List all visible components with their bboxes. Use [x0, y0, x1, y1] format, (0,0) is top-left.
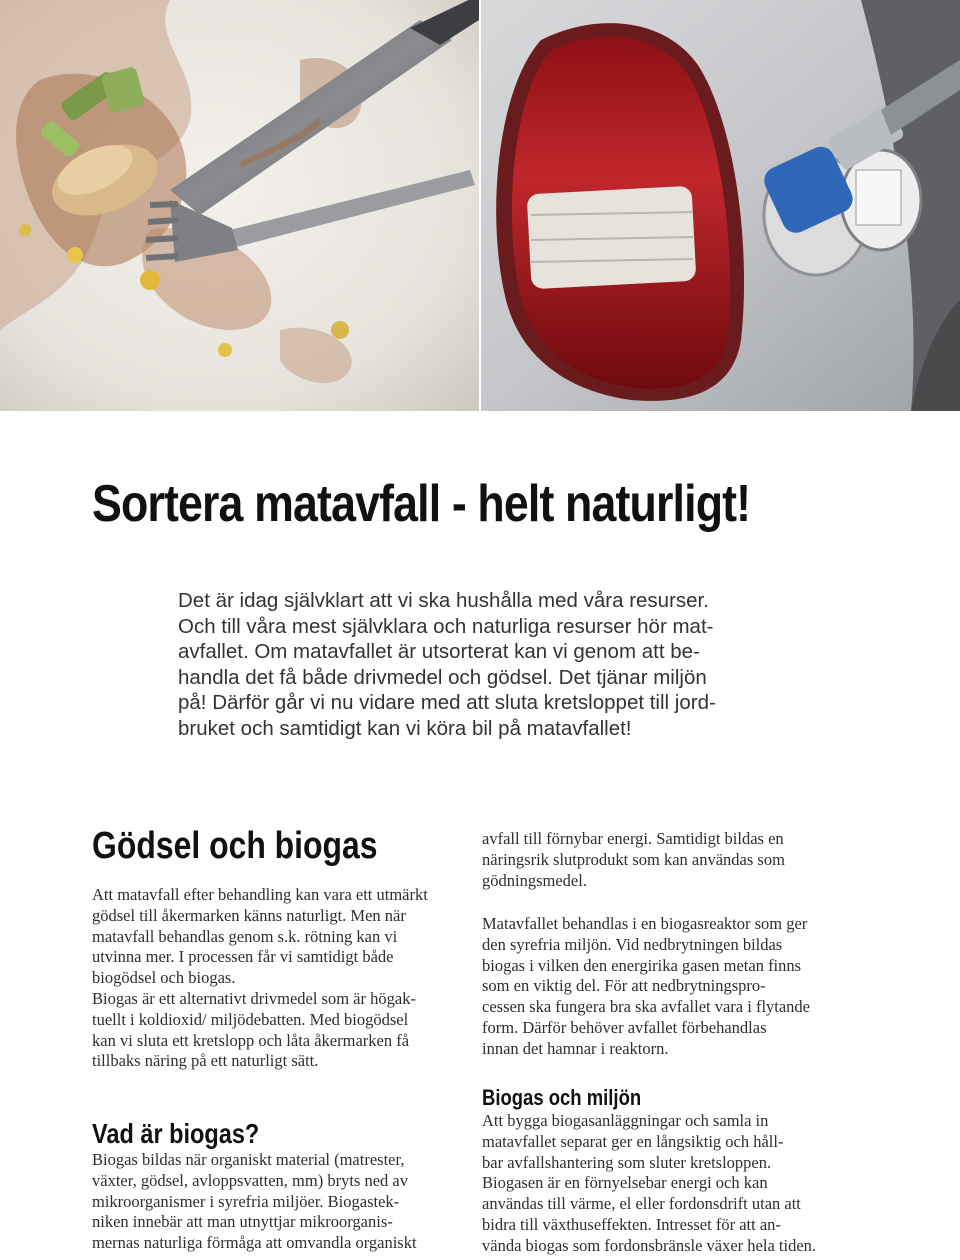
continuation-paragraph [482, 829, 785, 891]
vad-ar-biogas-paragraph [92, 1150, 417, 1254]
biogasreaktor-paragraph [482, 914, 810, 1060]
text-line: tillbaks näring på ett naturligt sätt. [92, 1051, 319, 1071]
text-line: biogas i vilken den energirika gasen metan finns [482, 955, 802, 975]
text-line: Biogas bildas när organiskt material (matrester, [92, 1150, 405, 1169]
text-line: Att matavfall efter behandling kan vara ett utmärkt [92, 885, 428, 904]
text-line: mernas naturliga förmåga att omvandla organiskt [92, 1233, 417, 1253]
text-line: växter, gödsel, avloppsvatten, mm) bryts ned av [92, 1170, 408, 1190]
intro-line: handla det få både drivmedel och gödsel. Det tjänar miljön [178, 665, 707, 689]
heading-vad-ar-biogas: Vad är biogas? [92, 1118, 260, 1149]
intro-line: Det är idag självklart att vi ska hushålla med våra resurser. [178, 589, 709, 612]
text-line: avfall till förnybar energi. Samtidigt bildas en [482, 829, 784, 848]
text-line: som en viktig del. För att nedbrytningspro- [482, 976, 766, 996]
text-line: matavfall behandlas genom s.k. rötning kan vi [92, 926, 398, 946]
page-title: Sortera matavfall - helt naturligt! [92, 475, 751, 533]
text-line: niken innebär att man utnyttjar mikroorganis- [92, 1212, 393, 1232]
text-line: cessen ska fungera bra ska avfallet vara i flytande [482, 997, 811, 1017]
intro-line: Och till våra mest självklara och naturliga resurser hör mat- [178, 614, 714, 638]
food-plate-photo [0, 0, 479, 411]
heading-biogas-och-miljon: Biogas och miljön [482, 1085, 642, 1110]
intro-line: bruket och samtidigt kan vi köra bil på matavfallet! [178, 716, 632, 740]
text-line: kan vi sluta ett kretslopp och låta åkermarken få [92, 1030, 410, 1050]
car-refueling-photo [481, 0, 960, 411]
text-line: Biogas är ett alternativt drivmedel som är högak- [92, 988, 416, 1008]
text-line: Biogasen är en förnyelsebar energi och kan [482, 1173, 768, 1193]
text-line: näringsrik slutprodukt som kan användas som [482, 849, 785, 869]
intro-line: avfallet. Om matavfallet är utsorterat kan vi genom att be- [178, 640, 700, 664]
text-line: Att bygga biogasanläggningar och samla in [482, 1111, 769, 1130]
text-line: bar avfallshantering som sluter kretsloppen. [482, 1152, 772, 1172]
text-line: matavfallet separat ger en långsiktig och håll- [482, 1131, 784, 1151]
text-line: utvinna mer. I processen får vi samtidigt både [92, 947, 394, 967]
intro-line: på! Därför går vi nu vidare med att sluta kretsloppet till jord- [178, 691, 716, 715]
text-line: vända biogas som fordonsbränsle växer hela tiden. [482, 1235, 817, 1255]
text-line: innan det hamnar i reaktorn. [482, 1038, 669, 1058]
text-line: biogödsel och biogas. [92, 968, 236, 988]
text-line: form. Därför behöver avfallet förbehandlas [482, 1017, 767, 1037]
text-line: bidra till växthuseffekten. Intresset för att an- [482, 1214, 781, 1234]
biogas-miljo-paragraph [482, 1111, 816, 1257]
text-line: gödningsmedel. [482, 870, 587, 890]
text-line: användas till värme, el eller fordonsdrift utan att [482, 1194, 801, 1214]
heading-godsel-och-biogas: Gödsel och biogas [92, 825, 378, 867]
text-line: gödsel till åkermarken känns naturligt. Men när [92, 905, 406, 925]
intro-paragraph [178, 588, 788, 742]
text-line: mikroorganismer i syrefria miljöer. Biogastek- [92, 1191, 400, 1211]
text-line: den syrefria miljön. Vid nedbrytningen bildas [482, 934, 783, 954]
godsel-paragraph [92, 885, 428, 1072]
text-line: tuellt i koldioxid/ miljödebatten. Med biogödsel [92, 1009, 409, 1029]
text-line: Matavfallet behandlas i en biogasreaktor som ger [482, 914, 808, 933]
